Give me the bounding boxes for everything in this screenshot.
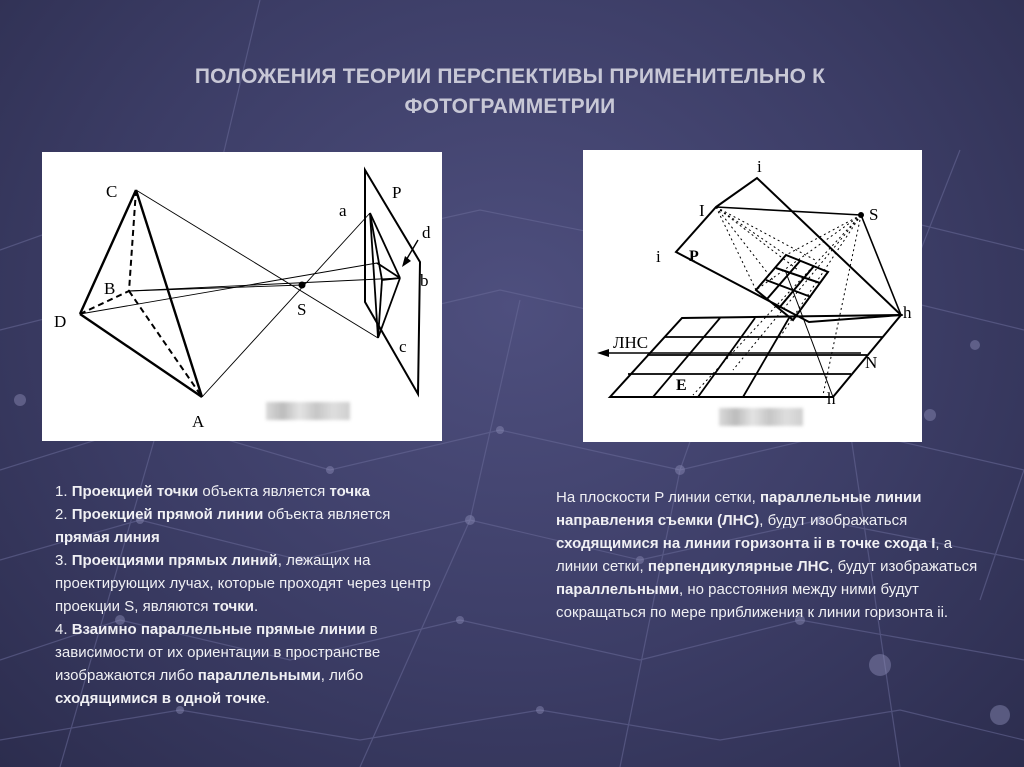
slide-title: [110, 62, 910, 122]
label-plane-p: P: [689, 248, 699, 265]
rule-bold: Проекцией прямой линии: [71, 506, 264, 523]
text-span: , а линии сетки,: [556, 535, 953, 575]
rule-text: , лежащих на проектирующих лучах, которые проходят через центр проекции S, являются: [55, 552, 431, 615]
bold-span: сходящимися на линии горизонта ii в точке схода I: [556, 535, 936, 552]
center-point-s: [299, 282, 306, 289]
text-span: На плоскости P линии сетки,: [556, 489, 760, 506]
point-s: [858, 212, 864, 218]
rule-1: [55, 480, 435, 503]
label-i-left: i: [656, 247, 661, 266]
grid-perspective-diagram: [583, 150, 922, 442]
label-small-d: d: [422, 223, 431, 242]
label-p: P: [392, 183, 402, 202]
bold-span: перпендикулярные ЛНС: [647, 558, 830, 575]
rule-3: [55, 549, 435, 618]
label-c: C: [106, 182, 118, 201]
label-h-right: h: [903, 303, 912, 322]
rule-text: .: [265, 690, 270, 707]
label-i-top: i: [757, 157, 762, 176]
label-s: S: [297, 300, 307, 319]
rule-number: 2.: [55, 506, 72, 523]
projection-diagram-svg: [42, 152, 442, 441]
rule-bold: параллельными: [197, 667, 321, 684]
label-a: A: [192, 412, 205, 431]
explanation-paragraph: [556, 486, 986, 624]
rule-bold: Проекциями прямых линий: [71, 552, 278, 569]
rule-bold: прямая линия: [55, 529, 160, 546]
bold-span: параллельные линии направления съемки (ЛНС): [556, 489, 922, 529]
grid-diagram-svg: [583, 150, 922, 442]
label-small-b: b: [420, 271, 429, 290]
rule-bold: точки: [212, 598, 254, 615]
rule-number: 4.: [55, 621, 72, 638]
label-d: D: [54, 312, 67, 331]
text-span: , будут изображаться: [829, 558, 978, 575]
perspective-projection-diagram: [42, 152, 442, 441]
rule-4: [55, 618, 435, 710]
rule-text: в зависимости от их ориентации в пространстве изображаются либо: [55, 621, 381, 684]
blurred-caption: [266, 402, 350, 420]
rule-bold: Проекцией точки: [71, 483, 199, 500]
label-plane-e: E: [676, 377, 687, 394]
text-span: , будут изображаться: [759, 512, 908, 529]
rule-text: , либо: [320, 667, 364, 684]
bold-span: параллельными: [556, 581, 680, 598]
label-small-c: c: [399, 337, 407, 356]
label-n: N: [865, 353, 878, 372]
rule-bold: точка: [329, 483, 370, 500]
title-line-1: ПОЛОЖЕНИЯ ТЕОРИИ ПЕРСПЕКТИВЫ ПРИМЕНИТЕЛЬНО К: [194, 65, 826, 88]
rule-bold: сходящимися в одной точке: [55, 690, 266, 707]
label-lns: ЛНС: [613, 333, 649, 352]
projection-rules-list: [55, 480, 435, 710]
title-line-2: ФОТОГРАММЕТРИИ: [404, 95, 616, 118]
label-s: S: [869, 205, 879, 224]
text-span: , но расстояния между ними будут сокращаться по мере приближения к линии горизонта ii.: [556, 581, 949, 621]
rule-number: 3.: [55, 552, 72, 569]
rule-number: 1.: [55, 483, 72, 500]
rule-text: объекта является: [263, 506, 391, 523]
rule-2: [55, 503, 435, 549]
rule-bold: Взаимно параллельные прямые линии: [71, 621, 366, 638]
label-small-a: a: [339, 201, 347, 220]
blurred-caption: [719, 408, 803, 426]
label-h-bottom: h: [827, 389, 836, 408]
label-vanishing-i: I: [699, 201, 705, 220]
label-b: B: [104, 279, 116, 298]
grid-explanation-text: [556, 486, 986, 624]
rule-text: .: [253, 598, 259, 615]
rule-text: объекта является: [198, 483, 330, 500]
